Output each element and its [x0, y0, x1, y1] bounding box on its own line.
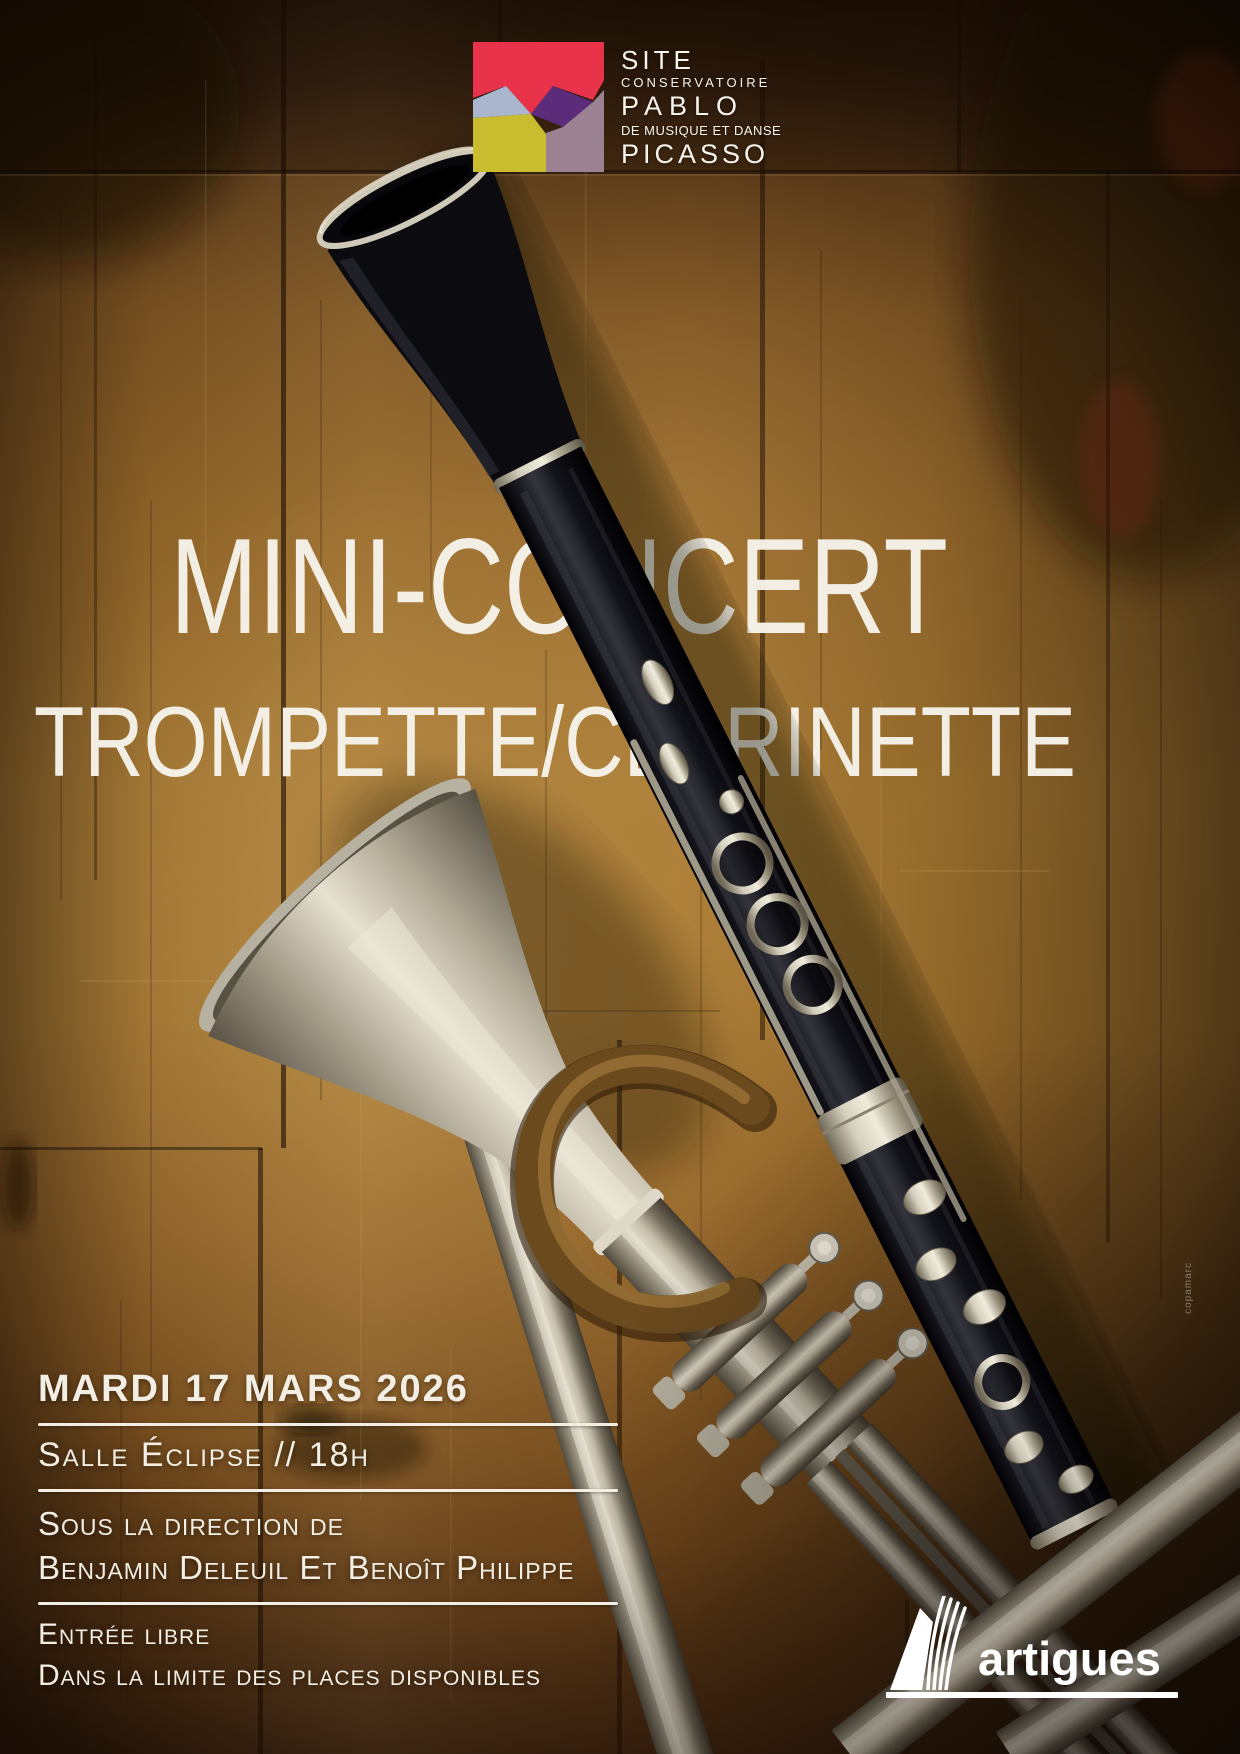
logo-musique-danse-label: DE MUSIQUE ET DANSE — [621, 123, 782, 138]
divider-line — [38, 1423, 618, 1426]
direction-names: Benjamin Deleuil Et Benoît Philippe — [38, 1548, 575, 1586]
direction-intro: Sous la direction de — [38, 1505, 344, 1542]
event-venue-time: Salle Éclipse // 18h — [38, 1436, 370, 1474]
conservatoire-logo-text — [621, 42, 781, 170]
entry-free: Entrée libre — [38, 1618, 211, 1652]
entry-limit: Dans la limite des places disponibles — [38, 1658, 541, 1692]
martigues-wordmark: artigues — [978, 1632, 1161, 1685]
event-date: MARDI 17 MARS 2026 — [38, 1368, 469, 1410]
logo-conservatoire-label: CONSERVATOIRE — [621, 75, 771, 90]
event-entry — [38, 1615, 618, 1696]
divider-line — [38, 1489, 618, 1492]
logo-picasso-label: PICASSO — [621, 139, 770, 169]
logo-site-label: SITE — [621, 45, 695, 75]
logo-pablo-label: PABLO — [621, 91, 745, 121]
conservatoire-logo-mark — [473, 42, 604, 172]
martigues-underline — [886, 1692, 1178, 1698]
conservatoire-logo — [473, 42, 781, 172]
photo-credit: copamarc — [1183, 1262, 1194, 1314]
martigues-city-logo — [886, 1598, 1178, 1698]
event-direction — [38, 1502, 618, 1589]
divider-line — [38, 1602, 618, 1605]
logo-mark-yellow-face — [473, 114, 546, 172]
event-details — [38, 1368, 618, 1696]
martigues-m-icon — [886, 1596, 978, 1690]
